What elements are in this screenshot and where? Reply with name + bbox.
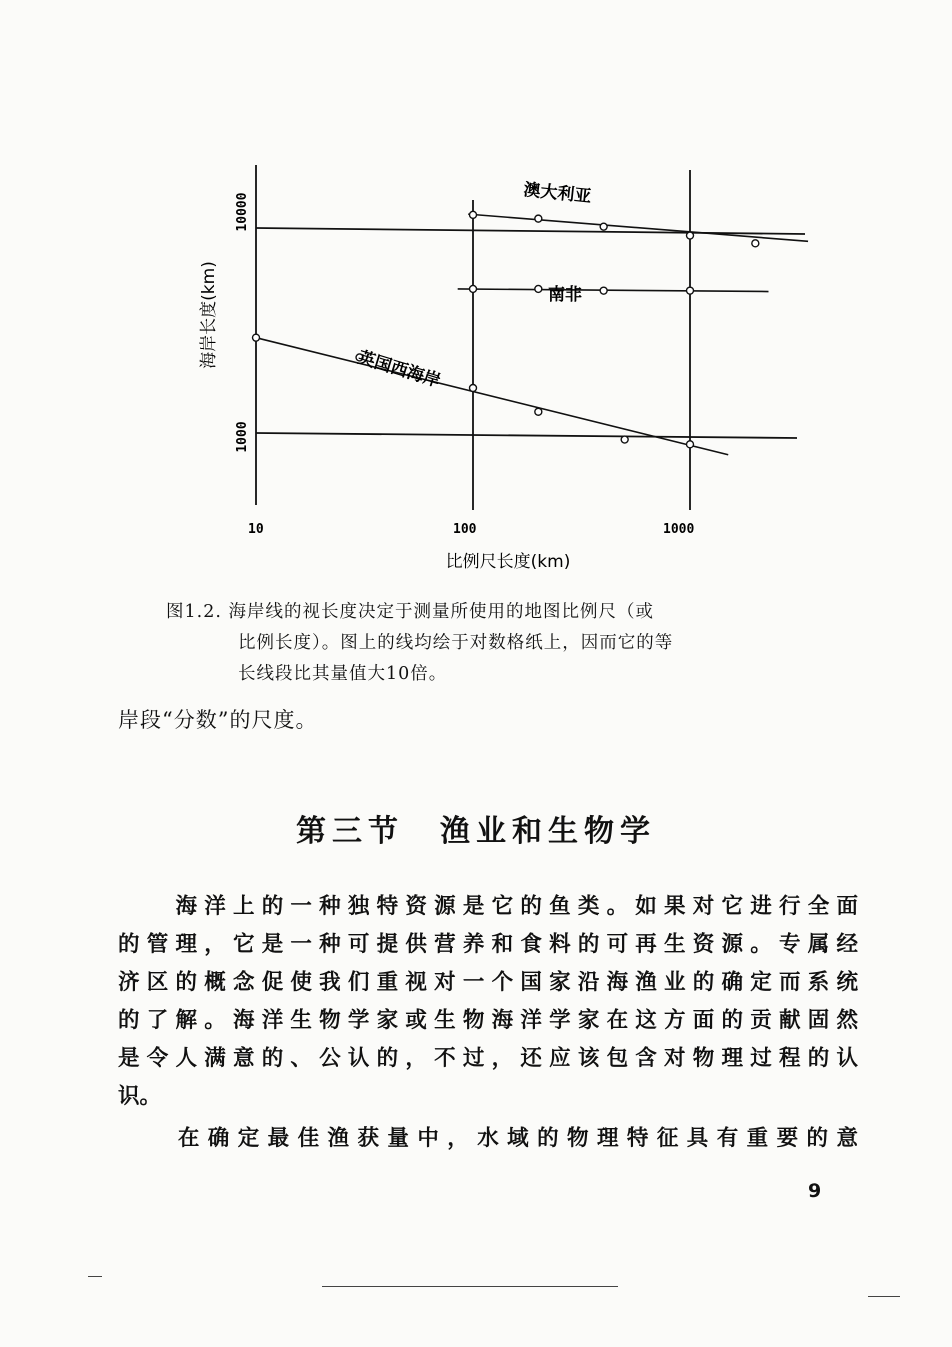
horizontal-gridline (256, 228, 805, 234)
scan-artifact-line (322, 1286, 618, 1287)
figure-caption (166, 597, 831, 690)
data-point (621, 436, 628, 443)
x-axis-title: 比例尺长度(km) (445, 552, 571, 572)
x-tick-label: 1000 (663, 522, 695, 537)
chart-data-points (253, 211, 759, 447)
text-line: 识。 (118, 1084, 162, 1109)
scan-artifact-line (868, 1296, 900, 1297)
scan-artifact-line (88, 1276, 102, 1277)
data-point (253, 334, 260, 341)
coastline-log-chart (0, 0, 952, 590)
text-line: 在确定最佳渔获量中，水域的物理特征具有重要的意 (118, 1126, 858, 1151)
page-number: 9 (808, 1180, 822, 1202)
data-point (535, 408, 542, 415)
paragraph (118, 888, 858, 1116)
caption-line: 长线段比其量值大10倍。 (238, 664, 448, 684)
section-heading (0, 806, 952, 850)
text-line: 济区的概念促使我们重视对一个国家沿海渔业的确定而系统 (118, 970, 858, 995)
fit-line-2 (458, 289, 769, 292)
series-label-britain-west-coast: 英国西海岸 (355, 347, 443, 392)
body-text (118, 888, 858, 1158)
chart-gridlines (256, 165, 805, 510)
data-point (470, 384, 477, 391)
carry-over-text: 岸段“分数”的尺度。 (118, 708, 318, 732)
data-point (687, 232, 694, 239)
fit-line-1 (468, 214, 808, 241)
series-label-australia: 澳大利亚 (522, 180, 593, 208)
data-point (752, 240, 759, 247)
series-label-south-africa: 南非 (548, 285, 582, 305)
x-tick-label: 10 (248, 522, 264, 537)
text-line: 的了解。海洋生物学家或生物海洋学家在这方面的贡献固然 (118, 1008, 858, 1033)
y-axis-title: 海岸长度(km) (199, 261, 219, 369)
text-line: 的管理，它是一种可提供营养和食料的可再生资源。专属经 (118, 932, 858, 957)
data-point (600, 223, 607, 230)
caption-line: 图1.2. 海岸线的视长度决定于测量所使用的地图比例尺（或 (166, 602, 654, 622)
x-tick-label: 100 (453, 522, 477, 537)
data-point (470, 285, 477, 292)
fit-line-3 (256, 338, 728, 455)
section-number: 第三节 (296, 814, 404, 849)
chart-tick-labels (235, 192, 694, 537)
data-point (470, 211, 477, 218)
y-tick-label: 1000 (235, 421, 250, 453)
data-point (687, 287, 694, 294)
text-line: 是令人满意的、公认的，不过，还应该包含对物理过程的认 (118, 1046, 858, 1071)
chart-fit-lines (256, 214, 808, 455)
data-point (687, 441, 694, 448)
text-line: 海洋上的一种独特资源是它的鱼类。如果对它进行全面 (118, 894, 858, 919)
horizontal-gridline (256, 433, 797, 438)
section-title: 渔业和生物学 (440, 814, 656, 849)
data-point (535, 215, 542, 222)
data-point (600, 287, 607, 294)
paragraph (118, 1120, 858, 1158)
caption-line: 比例长度）。图上的线均绘于对数格纸上，因而它的等 (238, 633, 674, 653)
data-point (535, 285, 542, 292)
y-tick-label: 10000 (235, 192, 250, 232)
